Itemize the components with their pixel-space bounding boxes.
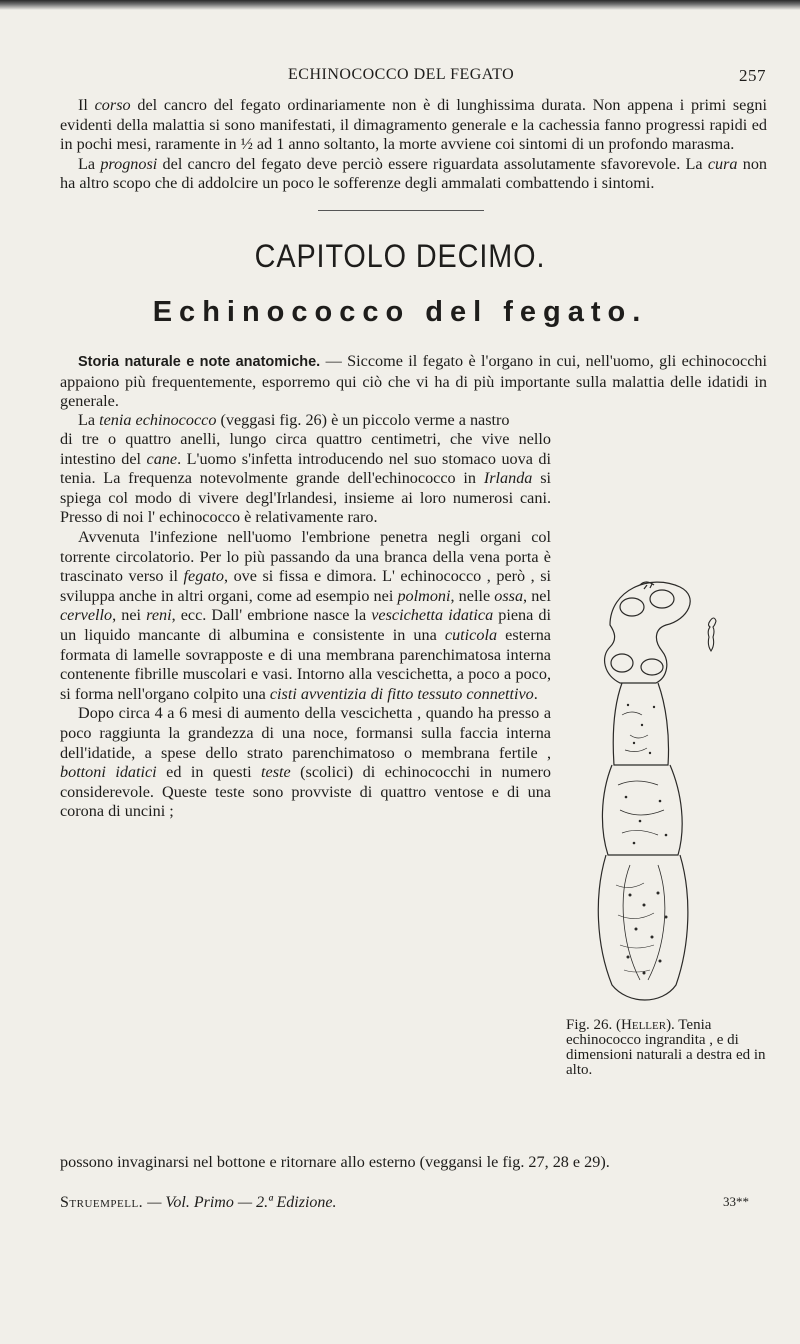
- paragraph-dopo: Dopo circa 4 a 6 mesi di aumento della vescichetta , quando ha presso a poco raggiunta la grandezza di una noce, formansi sulla faccia interna dell'idatide, a spese dello strato parenchimatoso o membrana fertile , bottoni idatici ed in questi teste (scolici) di echinococchi in numero considerevole. Queste teste sono provviste di quattro ventose e di una corona di uncini ;: [60, 704, 551, 821]
- footer-work: — Vol. Primo — 2.ª Edizione.: [143, 1194, 337, 1211]
- intro-section: [60, 96, 767, 194]
- tapeworm-illustration: [570, 565, 720, 1015]
- signature-mark: 33**: [723, 1194, 749, 1209]
- paragraph-tenia: di tre o quattro anelli, lungo circa quattro centimetri, che vive nello intestino del cane. L'uomo s'infetta introducendo nel suo stomaco uova di tenia. La frequenza notevolmente grande dell'echinococco in Irlanda si spiega col modo di vivere degl'Irlandesi, insieme ai loro numerosi cani. Presso di noi l' echinococco è relativamente raro.: [60, 430, 552, 527]
- running-title: ECHINOCOCCO DEL FEGATO: [288, 66, 515, 83]
- figure-caption: Fig. 26. (Heller). Tenia echinococco ingrandita , e di dimensioni naturali a destra ed in alto.: [566, 1017, 766, 1078]
- text-column: [60, 430, 551, 822]
- chapter-number: CAPITOLO DECIMO.: [254, 238, 546, 274]
- section-divider: [318, 210, 484, 211]
- page-number: 257: [739, 66, 766, 85]
- scan-edge: [0, 0, 800, 10]
- running-header: [60, 66, 766, 90]
- figure-label: Fig. 26.: [566, 1017, 613, 1033]
- paragraph-prognosi: La prognosi del cancro del fegato deve perciò essere riguardata assolutamente sfavorevole. La cura non ha altro scopo che di addolcire un poco le sofferenze degli ammalati combattendo i sintomi.: [60, 154, 768, 193]
- paragraph-storia: Storia naturale e note anatomiche. — Siccome il fegato è l'organo in cui, nell'uomo, gli echinococchi appaiono più frequentemente, esporremo qui ciò che vi ha di più importante sulla malattia delle idatidi in generale.: [60, 352, 767, 411]
- footer-citation: [60, 1194, 337, 1212]
- paragraph-tenia-first-line: La tenia echinococco (veggasi fig. 26) è un piccolo verme a nastro: [78, 411, 510, 429]
- chapter-title: Echinococco del fegato.: [152, 296, 648, 328]
- paragraph-end: possono invaginarsi nel bottone e ritornare allo esterno (veggansi le fig. 27, 28 e 29).: [60, 1153, 610, 1171]
- figure-author: Heller: [621, 1017, 667, 1033]
- paragraph-infezione: Avvenuta l'infezione nell'uomo l'embrione penetra negli organi col torrente circolatorio. Per lo più passando da una branca della vena porta è trascinato verso il fegato, ove si fissa e dimora. L' echinococco , però , si sviluppa anche in altri organi, come ad esempio nei polmoni, nelle ossa, nel cervello, nei reni, ecc. Dall' embrione nasce la vescichetta idatica piena di un liquido mancante di albumina e consistente in una cuticola esterna formata di lamelle sovrapposte e di una membrana parenchimatosa interna contenente fibrille muscolari e vasi. Intorno alla vescichetta, a poco a poco, si forma nell'organo colpito una cisti avventizia di fitto tessuto connettivo.: [60, 527, 551, 703]
- figure-caption-text: Tenia echinococco ingrandita , e di dimensioni naturali a destra ed in alto.: [566, 1017, 766, 1078]
- page-footer: [60, 1194, 767, 1216]
- runin-heading: Storia naturale e note anatomiche.: [78, 354, 321, 370]
- paragraph-corso: Il corso del cancro del fegato ordinariamente non è di lunghissima durata. Non appena i primi segni evidenti della malattia si sono manifestati, il dimagramento generale e la cachessia fanno progressi rapidi ed in pochi mesi, raramente in ½ ad 1 anno soltanto, la morte avviene coi sintomi di un profondo marasma.: [60, 96, 767, 154]
- footer-publisher: Struempell.: [60, 1194, 144, 1211]
